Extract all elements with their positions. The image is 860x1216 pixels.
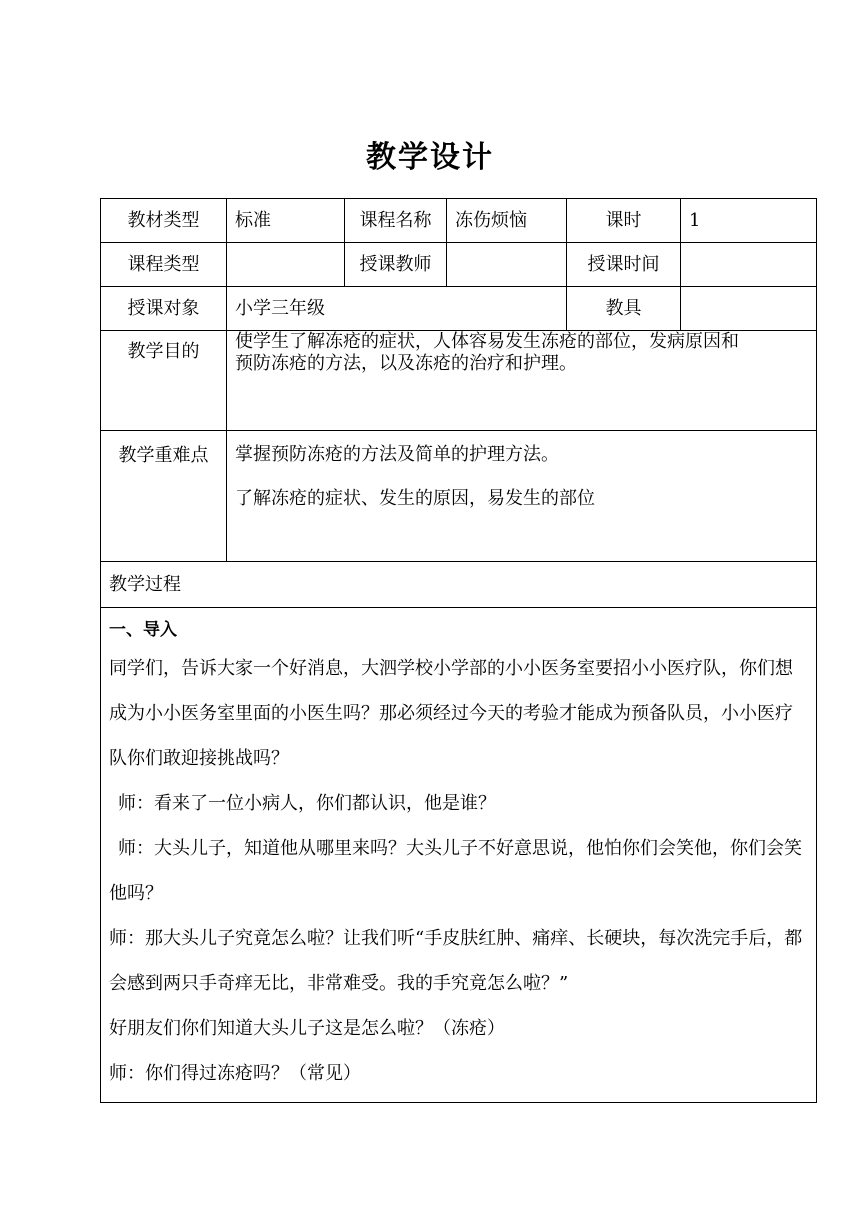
table-row [101, 431, 817, 562]
class-hours-value: 1 [681, 199, 817, 243]
table-row [101, 608, 817, 1103]
course-type-label: 课程类型 [101, 243, 227, 287]
teaching-goal-line: 使学生了解冻疮的症状，人体容易发生冻疮的部位，发病原因和 [235, 331, 739, 352]
lesson-plan-table [100, 198, 817, 1103]
process-paragraph: 同学们，告诉大家一个好消息，大泗学校小学部的小小医务室要招小小医疗队，你们想成为小小医务室里面的小医生吗？那必须经过今天的考验才能成为预备队员，小小医疗队你们敢迎接挑战吗？ [109, 658, 793, 769]
teaching-time-value [681, 243, 817, 287]
course-name-value: 冻伤烦恼 [447, 199, 567, 243]
teaching-process-content [101, 608, 817, 1103]
table-row [101, 331, 817, 431]
material-type-label: 教材类型 [101, 199, 227, 243]
material-type-value: 标准 [227, 199, 345, 243]
teaching-aids-label: 教具 [567, 287, 681, 331]
audience-label: 授课对象 [101, 287, 227, 331]
process-paragraph: 师：那大头儿子究竟怎么啦？让我们听“手皮肤红肿、痛痒、长硬块，每次洗完手后，都会感到两只手奇痒无比，非常难受。我的手究竟怎么啦？” [109, 928, 803, 994]
key-points-content [227, 431, 817, 562]
process-paragraph: 师：大头儿子，知道他从哪里来吗？大头儿子不好意思说，他怕你们会笑他，你们会笑他吗？ [109, 838, 802, 904]
document-title: 教学设计 [366, 140, 494, 175]
process-paragraph: 师：看来了一位小病人，你们都认识，他是谁？ [118, 793, 496, 814]
process-paragraph: 好朋友们你们知道大头儿子这是怎么啦？（冻疮） [109, 1018, 505, 1039]
teaching-aids-value [681, 287, 817, 331]
teacher-value [447, 243, 567, 287]
teaching-goal-line: 预防冻疮的方法，以及冻疮的治疗和护理。 [235, 353, 577, 374]
teaching-goal-label: 教学目的 [101, 331, 227, 431]
section-heading: 一、导入 [109, 620, 177, 640]
teaching-goal-content [227, 331, 817, 431]
key-points-label: 教学重难点 [101, 431, 227, 562]
course-name-label: 课程名称 [345, 199, 447, 243]
table-row [101, 287, 817, 331]
table-row [101, 199, 817, 243]
table-row [101, 243, 817, 287]
table-row [101, 562, 817, 608]
process-paragraph: 师：你们得过冻疮吗？（常见） [109, 1063, 361, 1084]
audience-value: 小学三年级 [227, 287, 567, 331]
course-type-value [227, 243, 345, 287]
teaching-process-label: 教学过程 [101, 562, 817, 608]
teacher-label: 授课教师 [345, 243, 447, 287]
teaching-time-label: 授课时间 [567, 243, 681, 287]
key-point-line: 掌握预防冻疮的方法及简单的护理方法。 [235, 444, 559, 465]
key-point-line: 了解冻疮的症状、发生的原因，易发生的部位 [235, 488, 595, 509]
class-hours-label: 课时 [567, 199, 681, 243]
